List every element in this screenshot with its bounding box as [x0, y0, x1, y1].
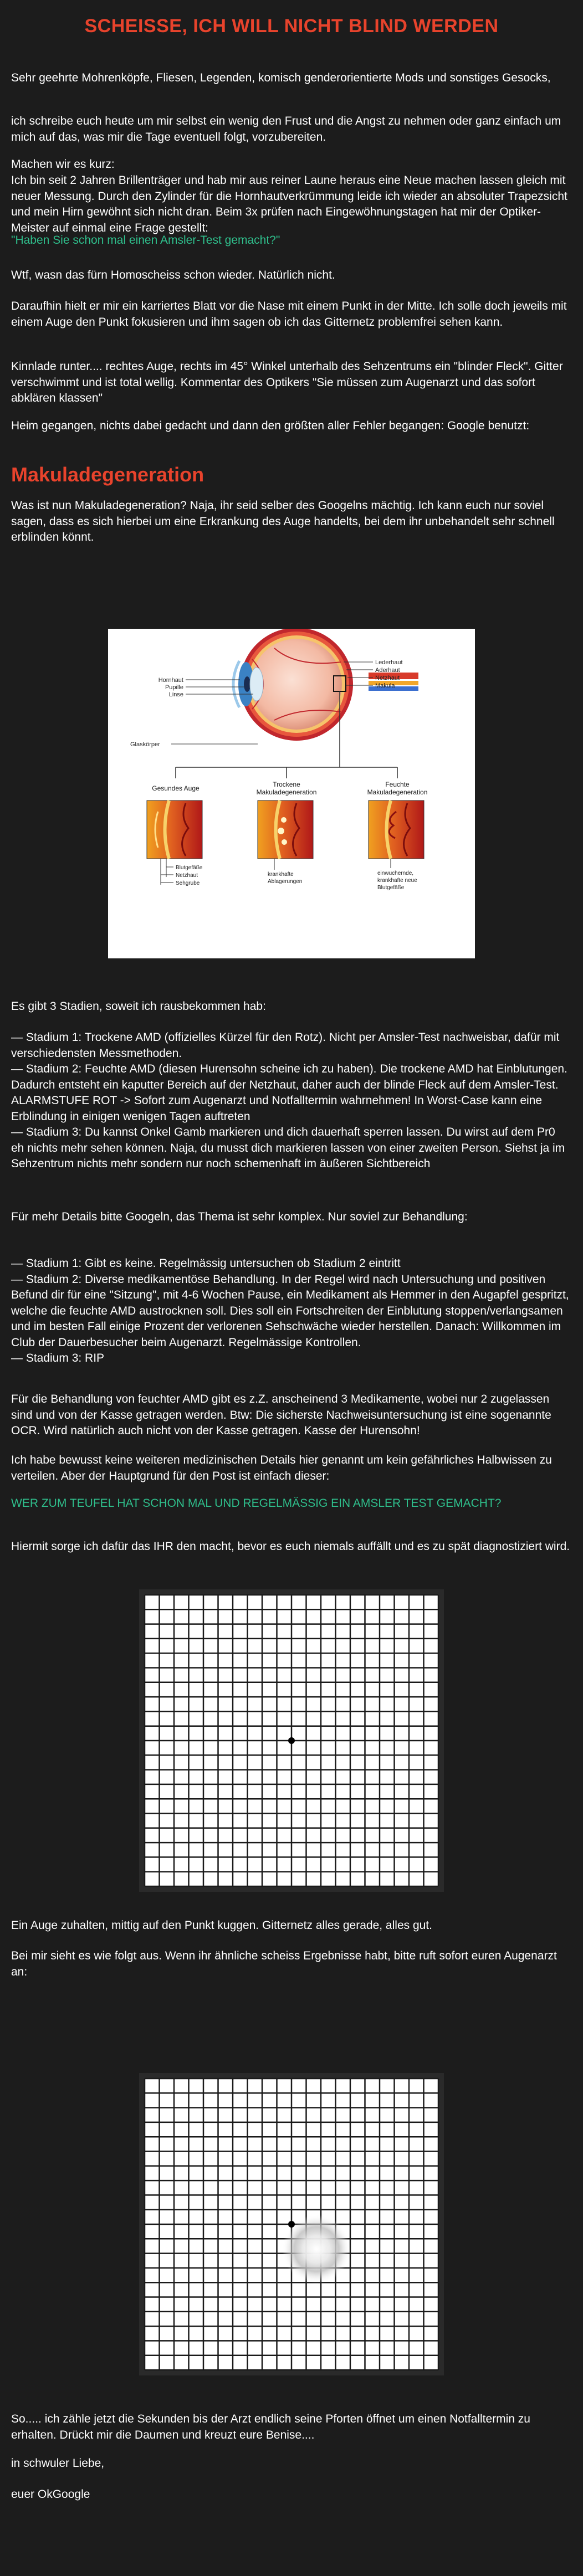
stage-item: — Stadium 2: Feuchte AMD (diesen Hurensohn scheine ich zu haben). Die trockene AMD hat Einblutungen. Dadurch entsteht ein kaputter Bereich auf der Netzhaut, daher auch der blinde Fleck auf dem Amsler-Test. ALARMSTUFE ROT -> Sofort zum Augenarzt und Notfalltermin wahrnehmen! In Worst-Case kann eine Erblindung in einigen wenigen Tagen auftreten	[11, 1063, 567, 1123]
stages-list	[11, 1030, 571, 1172]
paragraph-google: Heim gegangen, nichts dabei gedacht und dann den größten aller Fehler begangen: Google benutzt:	[11, 419, 530, 432]
label-aderhaut: Aderhaut	[375, 667, 400, 674]
optician-question: "Haben Sie schon mal einen Amsler-Test gemacht?"	[11, 234, 280, 247]
panel-healthy	[147, 800, 202, 859]
label-hornhaut: Hornhaut	[158, 677, 183, 684]
paragraph-medication: Für die Behandlung von feuchter AMD gibt es z.Z. anscheinend 3 Medikamente, wobei nur 2 zugelassen sind und von der Kasse getragen werden. Btw: Die sicherste Nachweisuntersuchung ist eine sogenannte OCR. Wird natürlich auch nicht von der Kasse getragen. Kasse der Hurensohn!	[11, 1393, 551, 1438]
panel-title-wet-2: Makuladegeneration	[367, 788, 428, 796]
amsler-grid-distorted	[139, 2073, 444, 2375]
panel-title-wet-1: Feuchte	[385, 781, 410, 788]
paragraph-waiting: So..... ich zähle jetzt die Sekunden bis der Arzt endlich seine Pforten öffnet um einen Notfalltermin zu erhalten. Drückt mir die Daumen und kreuzt eure Benise....	[11, 2413, 530, 2441]
amsler-call-to-action: WER ZUM TEUFEL HAT SCHON MAL UND REGELMÄSSIG EIN AMSLER TEST GEMACHT?	[11, 1497, 502, 1510]
panel-dry	[258, 800, 313, 859]
label-wet-1: einwuchernde,	[377, 870, 414, 876]
label-netzhaut-panel: Netzhaut	[176, 873, 198, 879]
paragraph-reaction: Wtf, wasn das fürn Homoscheiss schon wieder. Natürlich nicht.	[11, 269, 335, 281]
section-heading: Makuladegeneration	[11, 463, 204, 486]
label-blutgefaesse: Blutgefäße	[176, 865, 203, 871]
label-lederhaut: Lederhaut	[375, 659, 403, 666]
label-sehgrube: Sehgrube	[176, 880, 200, 886]
fixation-dot	[288, 2221, 295, 2228]
paragraph-intro: ich schreibe euch heute um mir selbst ein wenig den Frust und die Angst zu nehmen oder ganz einfach um mich auf das, was mir die Tage eventuell folgt, vorzubereiten.	[11, 115, 561, 143]
treatment-item: — Stadium 2: Diverse medikamentöse Behandlung. In der Regel wird nach Untersuchung und positiven Befund dir für eine "Sitzung", mit 4-6 Wochen Pause, ein Medikament als Hemmer in den Augapfel gespritzt, welche die feuchte AMD austrocknen soll. Dies soll ein Fortschreiten der Einblutung stoppen/verlangsamen und im besten Fall einige Prozent der verlorenen Sehschwäche wieder herstellen. Danach: Willkommen im Club der Dauerbesucher beim Augenarzt. Regelmässige Kontrollen.	[11, 1272, 569, 1349]
paragraph-glasses: Ich bin seit 2 Jahren Brillenträger und hab mir aus reiner Laune heraus eine Neue machen lassen gleich mit neuer Messung. Durch den Zylinder für die Hornhautverkrümmung leide ich wieder an absoluter Trapezsicht und mein Hirn gewöhnt sich nicht dran. Beim 3x prüfen nach Eingewöhnungstagen hat mir der Optiker-Meister auf einmal eine Frage gestellt:	[11, 174, 567, 234]
label-dry-1: krankhafte	[268, 871, 294, 878]
label-pupille: Pupille	[165, 684, 183, 691]
amsler-grid-normal	[139, 1589, 444, 1892]
paragraph-definition: Was ist nun Makuladegeneration? Naja, ihr seid selber des Googelns mächtig. Ich kann euch nur soviel sagen, dass es sich hierbei um eine Erkrankung des Auge handelts, bei dem ihr unbehandelt sehr schnell erblinden könnt.	[11, 499, 555, 544]
stage-item: — Stadium 1: Trockene AMD (offizielles Kürzel für den Rotz). Nicht per Amsler-Test nachweisbar, dafür mit verschiedensten Messmethoden.	[11, 1031, 560, 1060]
label-wet-2: krankhafte neue	[377, 878, 417, 884]
paragraph-do-test: Hiermit sorge ich dafür das IHR den macht, bevor es euch niemals auffällt und es zu spät diagnostiziert wird.	[11, 1540, 570, 1553]
treatment-list	[11, 1256, 571, 1367]
fixation-dot	[288, 1737, 295, 1744]
paragraph-grid-test: Daraufhin hielt er mir ein karriertes Blatt vor die Nase mit einem Punkt in der Mitte. Ich solle doch jeweils mit einem Auge den Punkt fokusieren und ihm sagen ob ich das Gitternetz problemfrei sehen kann.	[11, 300, 567, 329]
treatment-intro: Für mehr Details bitte Googeln, das Thema ist sehr komplex. Nur soviel zur Behandlung:	[11, 1210, 468, 1223]
label-makula: Makula	[375, 683, 395, 689]
stage-item: — Stadium 3: Du kannst Onkel Gamb markieren und dich dauerhaft sperren lassen. Du wirst auf dem Pr0 eh nichts mehr sehen können. Naja, du musst dich markieren lassen von einer zweiten Person. Siehst ja im Sehzentrum nichts mehr sondern nur noch schemenhaft im äußeren Sichtbereich	[11, 1126, 565, 1171]
closing-line: in schwuler Liebe,	[11, 2457, 105, 2470]
stages-intro: Es gibt 3 Stadien, soweit ich rausbekommen hab:	[11, 1000, 266, 1013]
label-glaskoerper: Glaskörper	[130, 741, 160, 748]
signature: euer OkGoogle	[11, 2488, 90, 2501]
label-dry-2: Ablagerungen	[268, 879, 303, 885]
post-title: SCHEISSE, ICH WILL NICHT BLIND WERDEN	[84, 16, 499, 37]
treatment-item: — Stadium 3: RIP	[11, 1352, 105, 1365]
paragraph-reason: Ich habe bewusst keine weiteren medizinischen Details hier genannt um kein gefährliches Halbwissen zu verteilen. Aber der Hauptgrund für den Post ist einfach dieser:	[11, 1454, 552, 1482]
label-wet-3: Blutgefäße	[377, 885, 405, 891]
treatment-item: — Stadium 1: Gibt es keine. Regelmässig untersuchen ob Stadium 2 eintritt	[11, 1257, 401, 1270]
label-linse: Linse	[168, 691, 183, 698]
macular-degeneration-illustration	[108, 629, 475, 958]
panel-title-healthy: Gesundes Auge	[152, 784, 200, 792]
caption-my-result: Bei mir sieht es wie folgt aus. Wenn ihr ähnliche scheiss Ergebnisse habt, bitte ruft sofort euren Augenarzt an:	[11, 1949, 557, 1978]
panel-title-dry-2: Makuladegeneration	[256, 788, 317, 796]
panel-title-dry-1: Trockene	[273, 781, 300, 788]
panel-wet	[369, 800, 424, 859]
paragraph-blind-spot: Kinnlade runter.... rechtes Auge, rechts im 45° Winkel unterhalb des Sehzentrums ein "blinder Fleck". Gitter verschwimmt und ist total wellig. Kommentar des Optikers "Sie müssen zum Augenarzt und das sofort abklären klassen"	[11, 360, 563, 405]
paragraph-short: Machen wir es kurz:	[11, 158, 115, 171]
label-netzhaut: Netzhaut	[375, 675, 400, 681]
salutation: Sehr geehrte Mohrenköpfe, Fliesen, Legenden, komisch genderorientierte Mods und sonstiges Gesocks,	[11, 71, 551, 84]
caption-normal-grid: Ein Auge zuhalten, mittig auf den Punkt kuggen. Gitternetz alles gerade, alles gut.	[11, 1919, 432, 1932]
